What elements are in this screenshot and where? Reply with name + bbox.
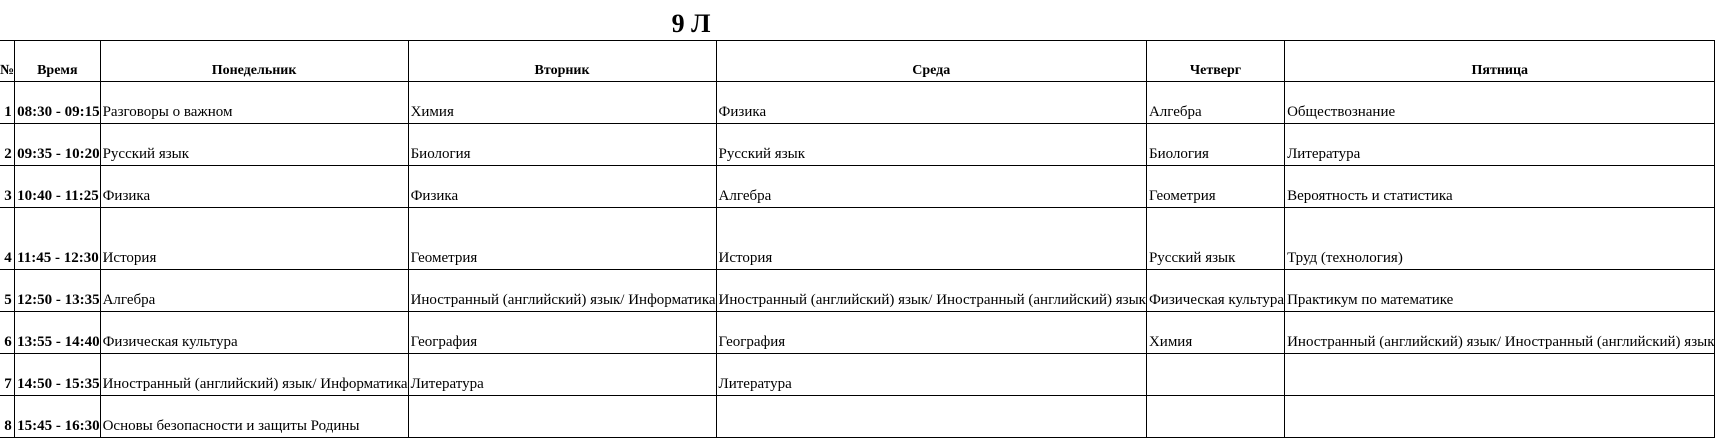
monday-subject: Разговоры о важном xyxy=(100,82,408,124)
tuesday-subject: География xyxy=(408,312,716,354)
thursday-subject: Физическая культура xyxy=(1146,270,1284,312)
friday-subject xyxy=(1285,354,1715,396)
header-wednesday: Среда xyxy=(716,41,1146,82)
header-number: № xyxy=(0,41,15,82)
table-row xyxy=(0,354,1715,396)
header-thursday: Четверг xyxy=(1146,41,1284,82)
schedule-table xyxy=(0,40,1715,438)
tuesday-subject xyxy=(408,396,716,438)
friday-subject: Обществознание xyxy=(1285,82,1715,124)
wednesday-subject: История xyxy=(716,208,1146,270)
tuesday-subject: Геометрия xyxy=(408,208,716,270)
lesson-time: 08:30 - 09:15 xyxy=(15,82,101,124)
lesson-time: 13:55 - 14:40 xyxy=(15,312,101,354)
lesson-number: 8 xyxy=(0,396,15,438)
friday-subject xyxy=(1285,396,1715,438)
wednesday-subject: География xyxy=(716,312,1146,354)
wednesday-subject xyxy=(716,396,1146,438)
table-row xyxy=(0,208,1715,270)
thursday-subject: Алгебра xyxy=(1146,82,1284,124)
thursday-subject: Биология xyxy=(1146,124,1284,166)
table-row xyxy=(0,270,1715,312)
wednesday-subject: Русский язык xyxy=(716,124,1146,166)
monday-subject: История xyxy=(100,208,408,270)
table-row xyxy=(0,396,1715,438)
monday-subject: Русский язык xyxy=(100,124,408,166)
wednesday-subject: Иностранный (английский) язык/ Иностранный (английский) язык xyxy=(716,270,1146,312)
tuesday-subject: Химия xyxy=(408,82,716,124)
thursday-subject: Химия xyxy=(1146,312,1284,354)
lesson-number: 7 xyxy=(0,354,15,396)
page-title: 9 Л xyxy=(671,9,711,38)
monday-subject: Иностранный (английский) язык/ Информатика xyxy=(100,354,408,396)
header-time: Время xyxy=(15,41,101,82)
lesson-time: 11:45 - 12:30 xyxy=(15,208,101,270)
friday-subject: Практикум по математике xyxy=(1285,270,1715,312)
monday-subject: Алгебра xyxy=(100,270,408,312)
header-monday: Понедельник xyxy=(100,41,408,82)
tuesday-subject: Физика xyxy=(408,166,716,208)
lesson-time: 14:50 - 15:35 xyxy=(15,354,101,396)
lesson-number: 5 xyxy=(0,270,15,312)
table-row xyxy=(0,166,1715,208)
tuesday-subject: Биология xyxy=(408,124,716,166)
friday-subject: Вероятность и статистика xyxy=(1285,166,1715,208)
friday-subject: Труд (технология) xyxy=(1285,208,1715,270)
table-row xyxy=(0,124,1715,166)
lesson-time: 15:45 - 16:30 xyxy=(15,396,101,438)
header-row xyxy=(0,41,1715,82)
tuesday-subject: Иностранный (английский) язык/ Информатика xyxy=(408,270,716,312)
header-friday: Пятница xyxy=(1285,41,1715,82)
wednesday-subject: Алгебра xyxy=(716,166,1146,208)
friday-subject: Иностранный (английский) язык/ Иностранный (английский) язык xyxy=(1285,312,1715,354)
thursday-subject xyxy=(1146,396,1284,438)
lesson-number: 6 xyxy=(0,312,15,354)
lesson-time: 12:50 - 13:35 xyxy=(15,270,101,312)
thursday-subject: Русский язык xyxy=(1146,208,1284,270)
monday-subject: Физическая культура xyxy=(100,312,408,354)
thursday-subject xyxy=(1146,354,1284,396)
wednesday-subject: Литература xyxy=(716,354,1146,396)
friday-subject: Литература xyxy=(1285,124,1715,166)
header-tuesday: Вторник xyxy=(408,41,716,82)
tuesday-subject: Литература xyxy=(408,354,716,396)
lesson-number: 2 xyxy=(0,124,15,166)
lesson-number: 1 xyxy=(0,82,15,124)
monday-subject: Физика xyxy=(100,166,408,208)
wednesday-subject: Физика xyxy=(716,82,1146,124)
lesson-number: 4 xyxy=(0,208,15,270)
table-row xyxy=(0,82,1715,124)
table-row xyxy=(0,312,1715,354)
lesson-time: 10:40 - 11:25 xyxy=(15,166,101,208)
lesson-time: 09:35 - 10:20 xyxy=(15,124,101,166)
lesson-number: 3 xyxy=(0,166,15,208)
thursday-subject: Геометрия xyxy=(1146,166,1284,208)
monday-subject: Основы безопасности и защиты Родины xyxy=(100,396,408,438)
